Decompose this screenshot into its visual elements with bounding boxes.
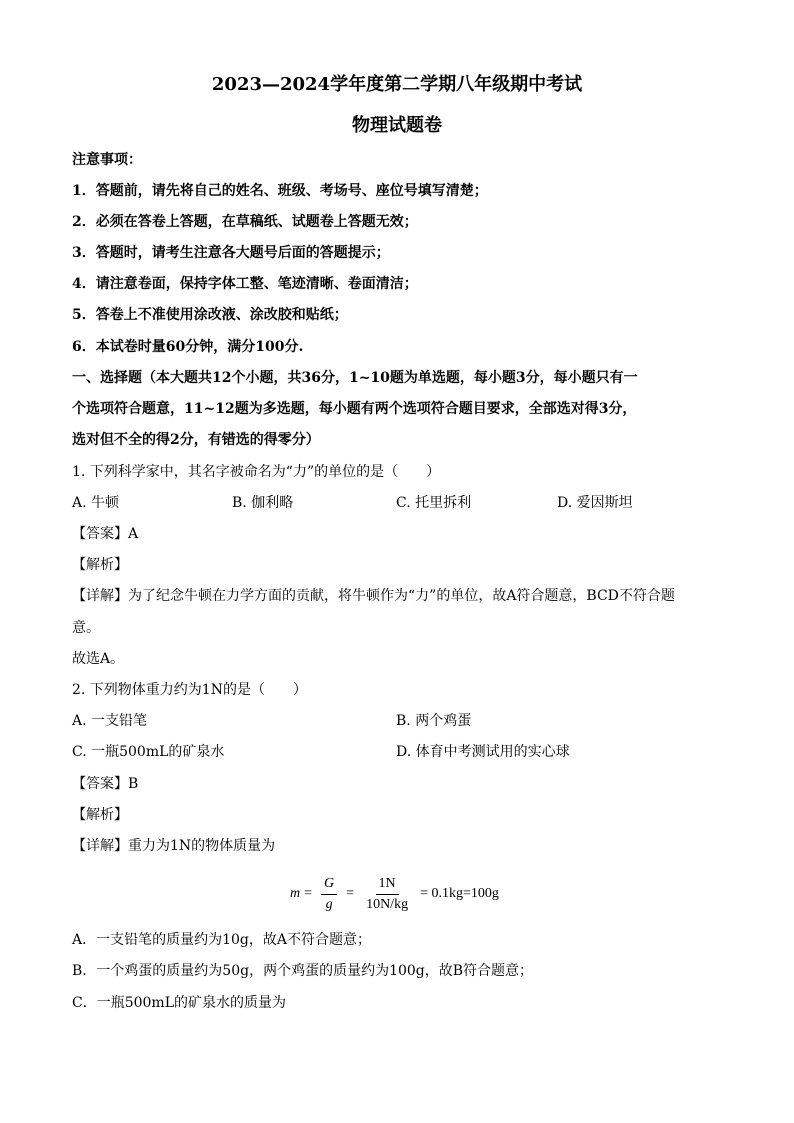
question-1-option-d: D. 爱因斯坦 — [557, 495, 633, 511]
fraction-numerator: G — [321, 875, 337, 895]
note-item: 4．请注意卷面，保持字体工整、笔迹清晰、卷面清洁； — [72, 276, 418, 292]
fraction-numerator: 1N — [376, 875, 399, 895]
question-2-option-c: C. 一瓶500mL的矿泉水 — [72, 744, 225, 760]
question-2-option-b: B. 两个鸡蛋 — [396, 713, 472, 729]
question-1-stem: 1. 下列科学家中，其名字被命名为“力”的单位的是（ ） — [72, 464, 441, 480]
note-item: 5．答卷上不准使用涂改液、涂改胶和贴纸； — [72, 307, 348, 323]
question-1-detail-cont: 意。 — [72, 620, 100, 636]
question-2-explain-a: A．一支铅笔的质量约为10g，故A不符合题意； — [72, 932, 371, 948]
question-1-conclusion: 故选A。 — [72, 651, 125, 667]
answer-tag: 【答案】 — [72, 526, 128, 542]
detail-text: 为了纪念牛顿在力学方面的贡献，将牛顿作为“力”的单位，故A符合题意，BCD不符合题 — [128, 588, 675, 604]
question-1-option-c: C. 托里拆利 — [396, 495, 472, 511]
fraction-values — [363, 875, 411, 914]
detail-text: 重力为1N的物体质量为 — [128, 838, 276, 854]
detail-tag: 【详解】 — [72, 588, 128, 604]
question-2-explain-c: C．一瓶500mL的矿泉水的质量为 — [72, 995, 287, 1011]
question-2-stem: 2. 下列物体重力约为1N的是（ ） — [72, 682, 307, 698]
formula-lhs: m — [290, 886, 301, 901]
section-heading-line: 个选项符合题意，11~12题为多选题，每小题有两个选项符合题目要求，全部选对得3分， — [72, 401, 637, 417]
question-1-option-b: B. 伽利略 — [232, 495, 294, 511]
note-item: 2．必须在答卷上答题，在草稿纸、试题卷上答题无效； — [72, 214, 418, 230]
answer-value: B — [128, 776, 139, 792]
section-heading-line: 选对但不全的得2分，有错选的得零分） — [72, 432, 320, 448]
question-2-analysis-tag: 【解析】 — [72, 807, 128, 823]
fraction-g-over-g — [321, 875, 337, 914]
question-2-answer — [72, 774, 138, 794]
question-1-answer — [72, 524, 138, 544]
formula-equals: = — [304, 886, 313, 901]
note-item: 3．答题时，请考生注意各大题号后面的答题提示； — [72, 245, 390, 261]
mass-formula — [290, 872, 499, 916]
fraction-denominator: g — [325, 896, 333, 912]
note-item: 6．本试卷时量60分钟，满分100分. — [72, 339, 304, 355]
question-1-detail — [72, 586, 675, 606]
answer-tag: 【答案】 — [72, 776, 128, 792]
question-1-analysis-tag: 【解析】 — [72, 557, 128, 573]
exam-title: 2023—2024学年度第二学期八年级期中考试 — [211, 74, 583, 95]
detail-tag: 【详解】 — [72, 838, 128, 854]
question-1-option-a: A. 牛顿 — [72, 495, 120, 511]
answer-value: A — [128, 526, 139, 542]
question-2-detail — [72, 836, 275, 856]
notes-heading: 注意事项： — [72, 152, 142, 168]
section-heading-line: 一、选择题（本大题共12个小题，共36分，1~10题为单选题，每小题3分，每小题只有一 — [72, 370, 638, 386]
note-item: 1．答题前，请先将自己的姓名、班级、考场号、座位号填写清楚； — [72, 183, 488, 199]
formula-result: = 0.1kg=100g — [420, 886, 499, 901]
question-2-option-d: D. 体育中考测试用的实心球 — [396, 744, 570, 760]
question-2-option-a: A. 一支铅笔 — [72, 713, 148, 729]
question-2-explain-b: B．一个鸡蛋的质量约为50g，两个鸡蛋的质量约为100g，故B符合题意； — [72, 963, 534, 979]
exam-subtitle: 物理试题卷 — [352, 115, 442, 136]
formula-equals: = — [346, 886, 355, 901]
fraction-denominator: 10N/kg — [366, 896, 409, 912]
